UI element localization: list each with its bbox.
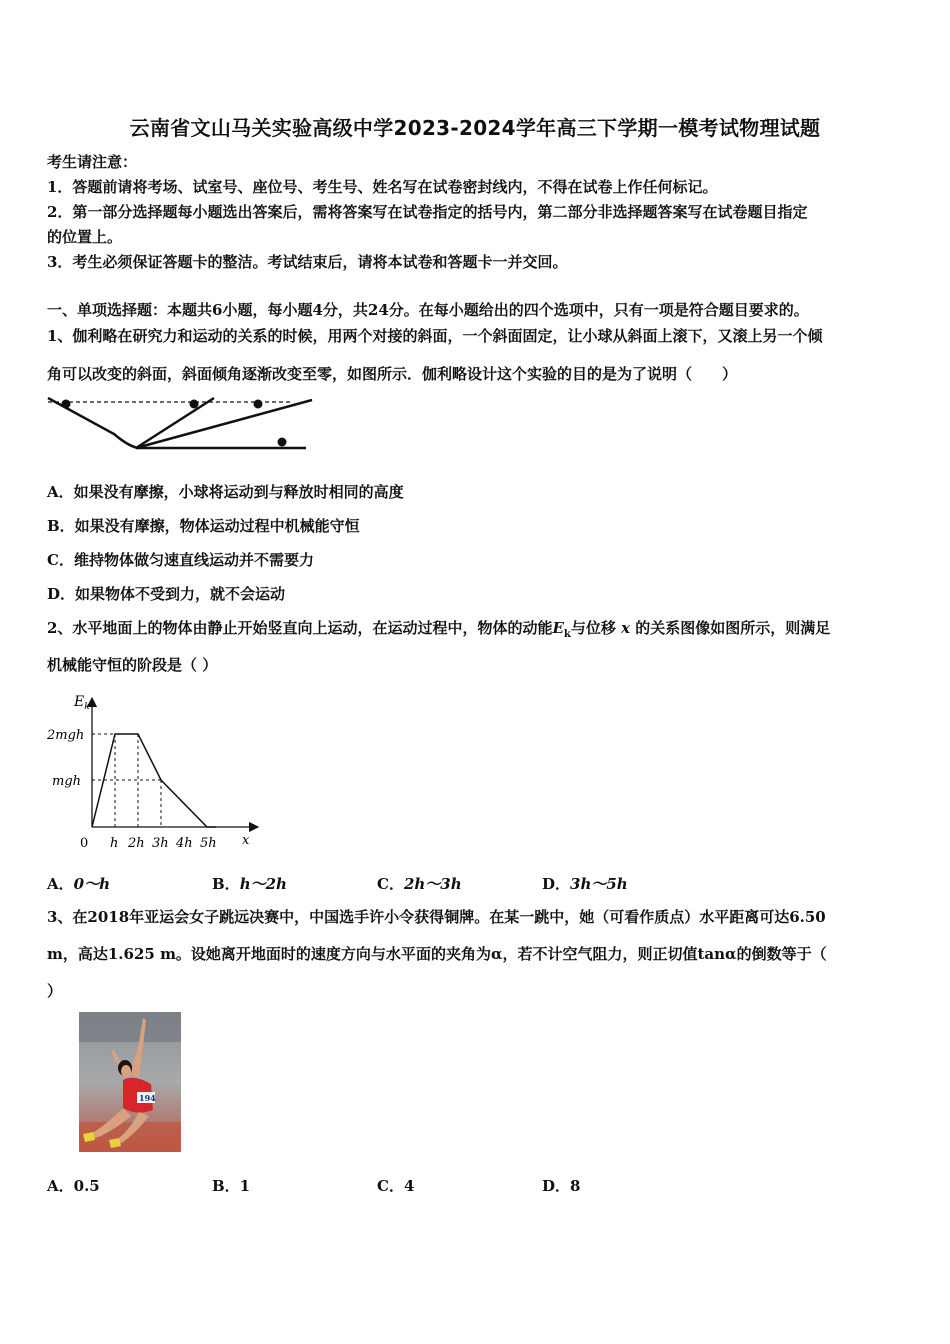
x-tick-4h: 4h: [176, 836, 193, 851]
x-tick-5h: 5h: [200, 836, 217, 851]
q2-option-c-label: C．: [377, 875, 404, 893]
q2-ek-subscript: k: [563, 629, 571, 640]
q1-stem-line1: 1、伽利略在研究力和运动的关系的时候，用两个对接的斜面，一个斜面固定，让小球从斜面上滚下，又滚上另一个倾: [47, 327, 823, 345]
q3-stem-line2: m，高达1.625 m。设她离开地面时的速度方向与水平面的夹角为α，若不计空气阻力，则正切值tanα的倒数等于（: [47, 945, 827, 963]
q2-stem-part3: 的关系图像如图所示，则满足: [635, 619, 831, 637]
q2-option-d-text: 3h～5h: [570, 875, 628, 893]
q1-option-c[interactable]: C．维持物体做匀速直线运动并不需要力: [47, 551, 314, 569]
y-axis-label-sub: k: [84, 702, 90, 712]
q2-option-c[interactable]: [377, 873, 462, 894]
q3-option-a[interactable]: A．0.5: [47, 1177, 100, 1195]
notice-item-3: 3．考生必须保证答题卡的整洁。考试结束后，请将本试卷和答题卡一并交回。: [47, 253, 568, 271]
q1-option-d[interactable]: D．如果物体不受到力，就不会运动: [47, 585, 286, 603]
q1-option-b[interactable]: B．如果没有摩擦，物体运动过程中机械能守恒: [47, 517, 360, 535]
q3-stem-line1: 3、在2018年亚运会女子跳远决赛中，中国选手许小令获得铜牌。在某一跳中，她（可看作质点）水平距离可达6.50: [47, 908, 826, 926]
fixed-incline: [48, 398, 138, 448]
y-axis-label: [73, 694, 90, 712]
q3-option-b[interactable]: B．1: [212, 1177, 251, 1195]
long-jumper-photo: [79, 1012, 181, 1152]
q2-stem-part1: 2、水平地面上的物体由静止开始竖直向上运动，在运动过程中，物体的动能: [47, 619, 553, 637]
ball-shallow: [254, 400, 263, 409]
q2-x-symbol: x: [621, 619, 631, 637]
q1-stem-line2: 角可以改变的斜面，斜面倾角逐渐改变至零，如图所示．伽利略设计这个实验的目的是为了说明（ ）: [47, 365, 738, 383]
q2-option-d-label: D．: [542, 875, 571, 893]
q2-option-a-text: 0～h: [73, 875, 110, 893]
q3-stem-line3: ）: [47, 982, 63, 1000]
notice-item-2: 2．第一部分选择题每小题选出答案后，需将答案写在试卷指定的括号内，第二部分非选择题答案写在试卷题目指定: [47, 203, 808, 221]
ball-start: [62, 400, 71, 409]
notice-item-2-cont: 的位置上。: [47, 228, 123, 246]
q2-ek-x-graph: [44, 688, 264, 856]
q2-option-a[interactable]: [47, 873, 110, 894]
q3-option-d[interactable]: D．8: [542, 1177, 581, 1195]
y-axis-label-main: E: [74, 694, 85, 710]
notice-item-1: 1．答题前请将考场、试室号、座位号、考生号、姓名写在试卷密封线内，不得在试卷上作任何标记。: [47, 178, 718, 196]
x-tick-2h: 2h: [128, 836, 145, 851]
q1-incline-figure: [44, 392, 316, 456]
notice-heading: 考生请注意：: [47, 153, 138, 171]
q2-option-c-text: 2h～3h: [403, 875, 462, 893]
page-title: 云南省文山马关实验高级中学2023-2024学年高三下学期一模考试物理试题: [129, 116, 821, 140]
q2-option-d[interactable]: [542, 873, 628, 894]
bib-number: 194: [139, 1093, 156, 1103]
q2-ek-symbol: E: [552, 619, 564, 637]
q3-option-c[interactable]: C．4: [377, 1177, 415, 1195]
x-axis-label: x: [242, 833, 250, 848]
q1-option-a[interactable]: A．如果没有摩擦，小球将运动到与释放时相同的高度: [47, 483, 404, 501]
q2-option-b-label: B．: [212, 875, 240, 893]
q2-option-a-label: A．: [47, 875, 74, 893]
q2-stem-line2: 机械能守恒的阶段是（ ）: [47, 656, 218, 674]
x-tick-3h: 3h: [152, 836, 169, 851]
q2-stem-line1: [47, 618, 830, 645]
x-tick-h: h: [110, 836, 119, 851]
ball-horizontal: [278, 438, 287, 447]
y-tick-2mgh: 2mgh: [47, 728, 85, 743]
q2-stem-part2: 与位移: [570, 619, 616, 637]
y-tick-mgh: mgh: [52, 774, 82, 789]
q2-option-b-text: h～2h: [239, 875, 287, 893]
ball-steep: [190, 400, 199, 409]
x-tick-0: 0: [80, 836, 89, 851]
q2-option-b[interactable]: [212, 873, 287, 894]
steep-incline: [136, 398, 214, 448]
section-heading: 一、单项选择题：本题共6小题，每小题4分，共24分。在每小题给出的四个选项中，只有一项是符合题目要求的。: [47, 301, 809, 319]
